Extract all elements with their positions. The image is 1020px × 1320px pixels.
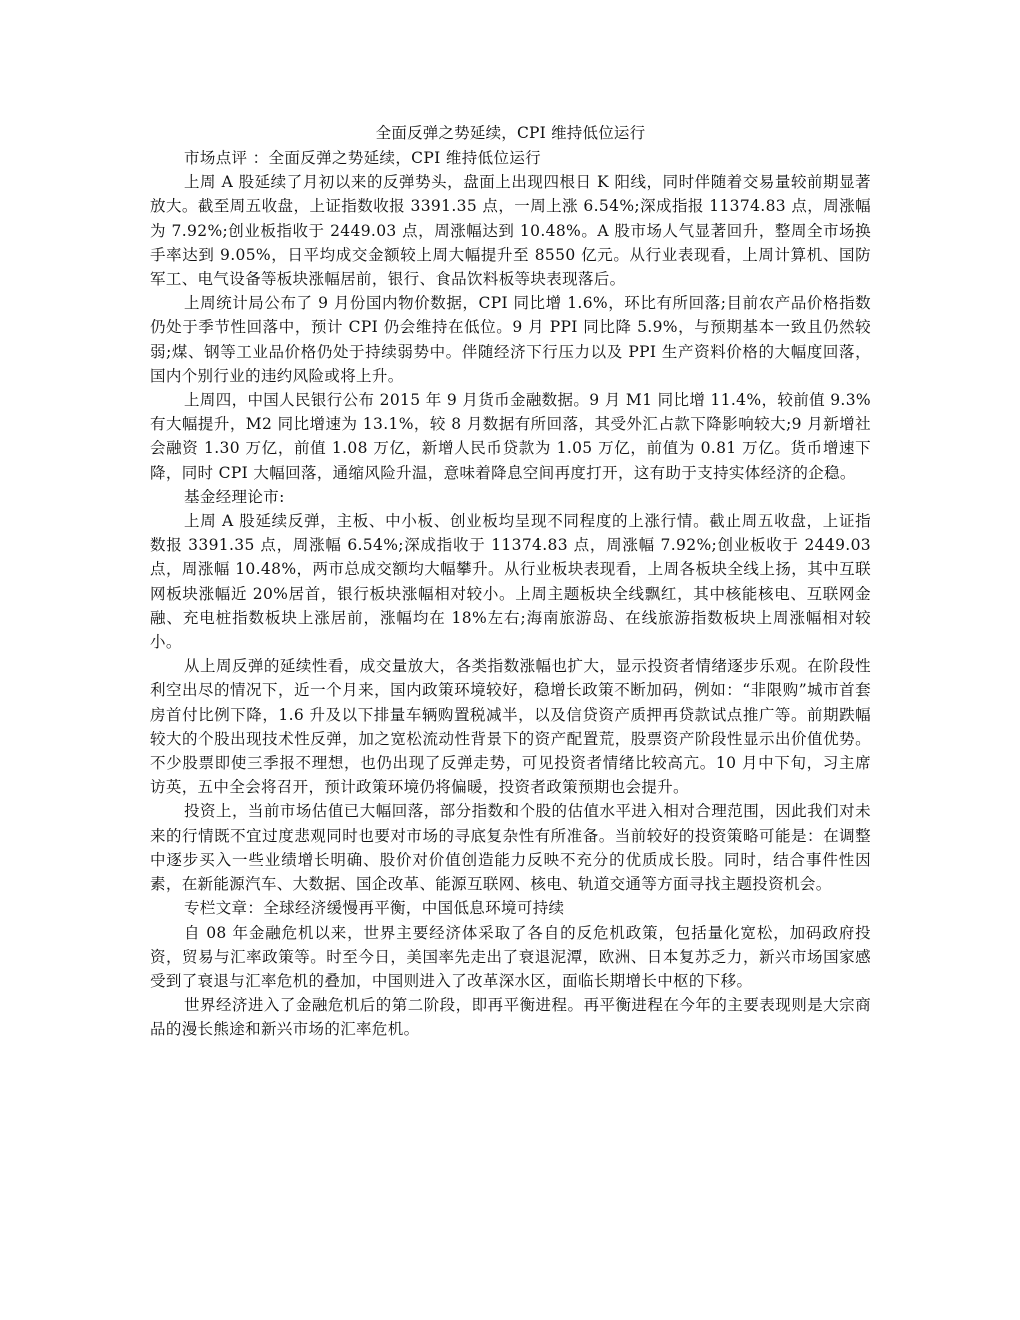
column-article-heading: 专栏文章：全球经济缓慢再平衡，中国低息环境可持续 xyxy=(184,899,565,918)
paragraph-monetary-data: 上周四，中国人民银行公布 2015 年 9 月货币金融数据。9 月 M1 同比增 11.4%，较前值 9.3%有大幅提升，M2 同比增速为 13.1%，较 8 月数据有所回落，其受外汇占款下降影响较大;9 月新增社会融资 1.30 万亿，前值 1.08 万亿，新增人民币贷款为 1.05 万亿，前值为 0.81 万亿。货币增速下降，同时 CPI 大幅回落，通缩风险升温，意味着降息空间再度打开，这有助于支持实体经济的企稳。 xyxy=(150,391,871,482)
paragraph-investment-strategy: 投资上，当前市场估值已大幅回落，部分指数和个股的估值水平进入相对合理范围，因此我们对未来的行情既不宜过度悲观同时也要对市场的寻底复杂性有所准备。当前较好的投资策略可能是：在调整中逐步买入一些业绩增长明确、股价对价值创造能力反映不充分的优质成长股。同时，结合事件性因素，在新能源汽车、大数据、国企改革、能源互联网、核电、轨道交通等方面寻找主题投资机会。 xyxy=(150,802,871,894)
fund-manager-heading: 基金经理论市: xyxy=(184,487,285,506)
paragraph-rebound-analysis: 从上周反弹的延续性看，成交量放大，各类指数涨幅也扩大，显示投资者情绪逐步乐观。在阶段性利空出尽的情况下，近一个月来，国内政策环境较好，稳增长政策不断加码，例如：“非限购”城市首套房首付比例下降，1.6 升及以下排量车辆购置税减半，以及信贷资产质押再贷款试点推广等。前期跌幅较大的个股出现技术性反弹，加之宽松流动性背景下的资产配置荒，股票资产阶段性显示出价值优势。不少股票即使三季报不理想，也仍出现了反弹走势，可见投资者情绪比较高亢。10 月中下旬，习主席访英，五中全会将召开，预计政策环境仍将偏暖，投资者政策预期也会提升。 xyxy=(150,657,871,797)
paragraph-weekly-performance: 上周 A 股延续反弹，主板、中小板、创业板均呈现不同程度的上涨行情。截止周五收盘，上证指数报 3391.35 点，周涨幅 6.54%;深成指收于 11374.83 点，周涨幅 7.92%;创业板收于 2449.03 点，周涨幅 10.48%，两市总成交额均大幅攀升。从行业板块表现看，上周各板块全线上扬，其中互联网板块涨幅近 20%居首，银行板块涨幅相对较小。上周主题板块全线飘红，其中核能核电、互联网金融、充电桩指数板块上涨居前，涨幅均在 18%左右;海南旅游岛、在线旅游指数板块上周涨幅相对较小。 xyxy=(150,512,871,652)
document-title: 全面反弹之势延续，CPI 维持低位运行 xyxy=(375,124,646,142)
paragraph-rebalancing: 世界经济进入了金融危机后的第二阶段，即再平衡进程。再平衡进程在今年的主要表现则是大宗商品的漫长熊途和新兴市场的汇率危机。 xyxy=(150,996,871,1039)
document-page xyxy=(150,121,871,1042)
paragraph-cpi-ppi: 上周统计局公布了 9 月份国内物价数据，CPI 同比增 1.6%，环比有所回落;目前农产品价格指数仍处于季节性回落中，预计 CPI 仍会维持在低位。9 月 PPI 同比降 5.9%，与预期基本一致且仍然较弱;煤、钢等工业品价格仍处于持续弱势中。伴随经济下行压力以及 PPI 生产资料价格的大幅度回落，国内个别行业的违约风险或将上升。 xyxy=(150,294,871,385)
market-review-heading: 市场点评 ：全面反弹之势延续，CPI 维持低位运行 xyxy=(184,149,542,167)
paragraph-crisis-background: 自 08 年金融危机以来，世界主要经济体采取了各自的反危机政策，包括量化宽松，加码政府投资，贸易与汇率政策等。时至今日，美国率先走出了衰退泥潭，欧洲、日本复苏乏力，新兴市场国家感受到了衰退与汇率危机的叠加，中国则进入了改革深水区，面临长期增长中枢的下移。 xyxy=(150,923,871,990)
paragraph-market-summary: 上周 A 股延续了月初以来的反弹势头，盘面上出现四根日 K 阳线，同时伴随着交易量较前期显著放大。截至周五收盘，上证指数收报 3391.35 点，一周上涨 6.54%;深成指报 11374.83 点，周涨幅为 7.92%;创业板指收于 2449.03 点，周涨幅达到 10.48%。A 股市场人气显著回升，整周全市场换手率达到 9.05%，日平均成交金额较上周大幅提升至 8550 亿元。从行业表现看，上周计算机、国防军工、电气设备等板块涨幅居前，银行、食品饮料板等块表现落后。 xyxy=(150,173,871,289)
